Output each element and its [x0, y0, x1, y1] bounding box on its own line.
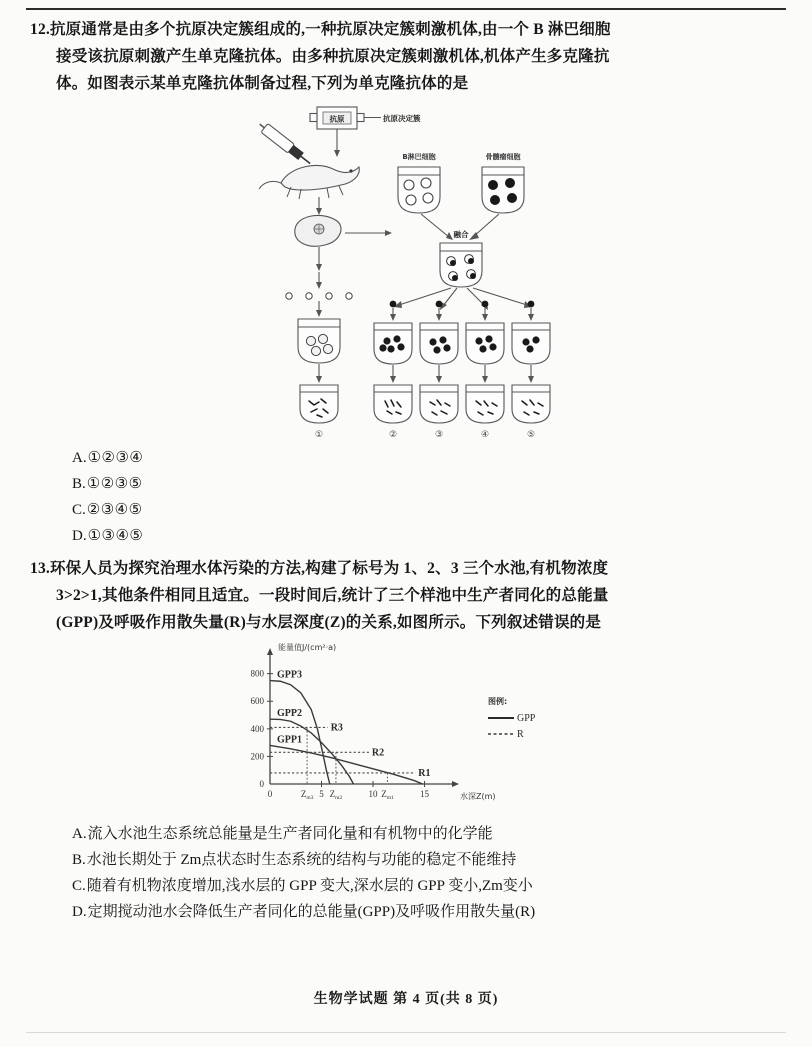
- series-label-GPP2: GPP2: [277, 708, 302, 720]
- free-antigen-row: [286, 272, 352, 317]
- series-label-GPP3: GPP3: [277, 669, 302, 681]
- flask-index-5: ⑤: [526, 430, 536, 439]
- option-13-D-text: 定期搅动池水会降低生产者同化的总能量(GPP)及呼吸作用散失量(R): [87, 904, 536, 920]
- question-13-line-1: 13.环保人员为探究治理水体污染的方法,构建了标号为 1、2、3 三个水池,有机物浓度: [30, 560, 609, 577]
- x-tick-label: 0: [267, 789, 273, 799]
- option-12-B[interactable]: [30, 471, 782, 497]
- screening-flasks: [374, 301, 550, 383]
- page-footer: 生物学试题 第 4 页(共 8 页): [313, 992, 499, 1007]
- option-12-B-label: B.: [72, 476, 86, 492]
- question-12-line-1: 12.抗原通常是由多个抗原决定簇组成的,一种抗原决定簇刺激机体,由一个 B 淋巴细胞: [30, 21, 611, 38]
- flask-index-1: ①: [314, 430, 324, 439]
- option-13-A-label: A.: [72, 826, 87, 842]
- question-12-options: [30, 445, 782, 549]
- antigen-group: [310, 107, 421, 129]
- y-tick-label: 0: [259, 779, 264, 789]
- fused-flask: [440, 243, 482, 287]
- zm-marker-Zm2: $Z_{m2}$: [329, 789, 343, 801]
- series-GPP3: [270, 681, 330, 784]
- option-12-D-label: D.: [72, 528, 87, 544]
- y-tick-label: 600: [250, 696, 264, 707]
- antibody-flask-5: [512, 385, 550, 439]
- option-13-C[interactable]: [30, 873, 782, 899]
- antibody-flasks-row: [300, 385, 550, 439]
- flask-index-4: ④: [480, 430, 490, 439]
- mouse-icon: [259, 165, 359, 199]
- option-12-D-text: ①③④⑤: [87, 528, 144, 544]
- option-12-C-label: C.: [72, 502, 86, 518]
- antibody-flask-1: [300, 385, 338, 439]
- option-13-B-label: B.: [72, 852, 86, 868]
- question-12-figure: [30, 101, 782, 441]
- antigen-label: 抗原: [329, 114, 345, 124]
- series-label-R2: R2: [371, 747, 385, 759]
- question-12-line-3: 体。如图表示某单克隆抗体制备过程,下列为单克隆抗体的是: [56, 75, 469, 92]
- b-cell-label: B淋巴细胞: [402, 153, 436, 161]
- y-tick-label: 800: [250, 668, 264, 679]
- option-13-D[interactable]: [30, 899, 782, 925]
- option-12-B-text: ①②③⑤: [86, 476, 143, 492]
- syringe-icon: [256, 120, 313, 168]
- series-label-R1: R1: [418, 767, 431, 779]
- legend-label-R: R: [517, 729, 524, 740]
- epitope-label: 抗原决定簇: [383, 114, 421, 123]
- zm-marker-Zm3: $Z_{m3}$: [300, 789, 314, 801]
- question-13: [30, 555, 782, 925]
- antibody-flask-2: [374, 385, 412, 439]
- spleen-icon: [295, 215, 341, 246]
- series-GPP1: [270, 745, 422, 784]
- series-label-R3: R3: [330, 722, 343, 734]
- x-tick-label: 10: [368, 789, 378, 799]
- screening-split-arrows: [394, 288, 532, 310]
- flask-index-2: ②: [388, 430, 398, 439]
- legend-label-GPP: GPP: [517, 713, 536, 724]
- option-13-A-text: 流入水池生态系统总能量是生产者同化量和有机物中的化学能: [87, 826, 493, 842]
- page-top-rule: [26, 8, 786, 10]
- x-axis-arrow: [452, 781, 459, 787]
- monoclonal-antibody-diagram: [241, 101, 571, 439]
- fusion-label: 融合: [453, 230, 469, 239]
- legend-title: 图例:: [488, 697, 508, 706]
- option-13-C-label: C.: [72, 878, 86, 894]
- option-12-A-text: ①②③④: [87, 450, 144, 466]
- option-13-A[interactable]: [30, 821, 782, 847]
- question-13-line-3: (GPP)及呼吸作用散失量(R)与水层深度(Z)的关系,如图所示。下列叙述错误的是: [56, 614, 602, 631]
- option-13-B-text: 水池长期处于 Zm点状态时生态系统的结构与功能的稳定不能维持: [86, 852, 517, 868]
- series-label-GPP1: GPP1: [277, 734, 302, 746]
- page-content: [30, 16, 782, 927]
- myeloma-label: 骨髓瘤细胞: [485, 153, 521, 161]
- option-12-C-text: ②③④⑤: [86, 502, 143, 518]
- y-axis-arrow: [267, 648, 273, 655]
- y-tick-label: 200: [250, 751, 264, 762]
- option-12-D[interactable]: [30, 523, 782, 549]
- option-13-B[interactable]: [30, 847, 782, 873]
- zm-marker-Zm1: $Z_{m1}$: [381, 789, 394, 801]
- antibody-flask-3: [420, 385, 458, 439]
- question-13-options: [30, 821, 782, 925]
- gpp-r-depth-chart: [226, 642, 586, 814]
- x-tick-label: 15: [420, 789, 430, 799]
- question-13-line-2: 3>2>1,其他条件相同且适宜。一段时间后,统计了三个样池中生产者同化的总能量: [56, 587, 609, 604]
- flask-index-3: ③: [434, 430, 444, 439]
- option-13-C-text: 随着有机物浓度增加,浅水层的 GPP 变大,深水层的 GPP 变小,Zm变小: [86, 878, 533, 894]
- b-cell-flask: [398, 152, 440, 213]
- left-culture-flask: [298, 319, 340, 383]
- option-13-D-label: D.: [72, 904, 87, 920]
- option-12-A[interactable]: [30, 445, 782, 471]
- x-axis-title: 水深Z(m): [460, 792, 496, 801]
- option-12-A-label: A.: [72, 450, 87, 466]
- y-tick-label: 400: [250, 723, 264, 734]
- myeloma-flask: [482, 152, 524, 213]
- inject-arrowhead: [334, 150, 340, 157]
- question-12: [30, 16, 782, 549]
- option-12-C[interactable]: [30, 497, 782, 523]
- x-tick-label: 5: [319, 789, 324, 799]
- question-13-figure: [30, 642, 782, 817]
- question-12-line-2: 接受该抗原刺激产生单克隆抗体。由多种抗原决定簇刺激机体,机体产生多克隆抗: [56, 48, 610, 65]
- y-axis-title: 能量值J/(cm²·a): [278, 643, 337, 652]
- page-bottom-rule: [26, 1032, 786, 1033]
- antibody-flask-4: [466, 385, 504, 439]
